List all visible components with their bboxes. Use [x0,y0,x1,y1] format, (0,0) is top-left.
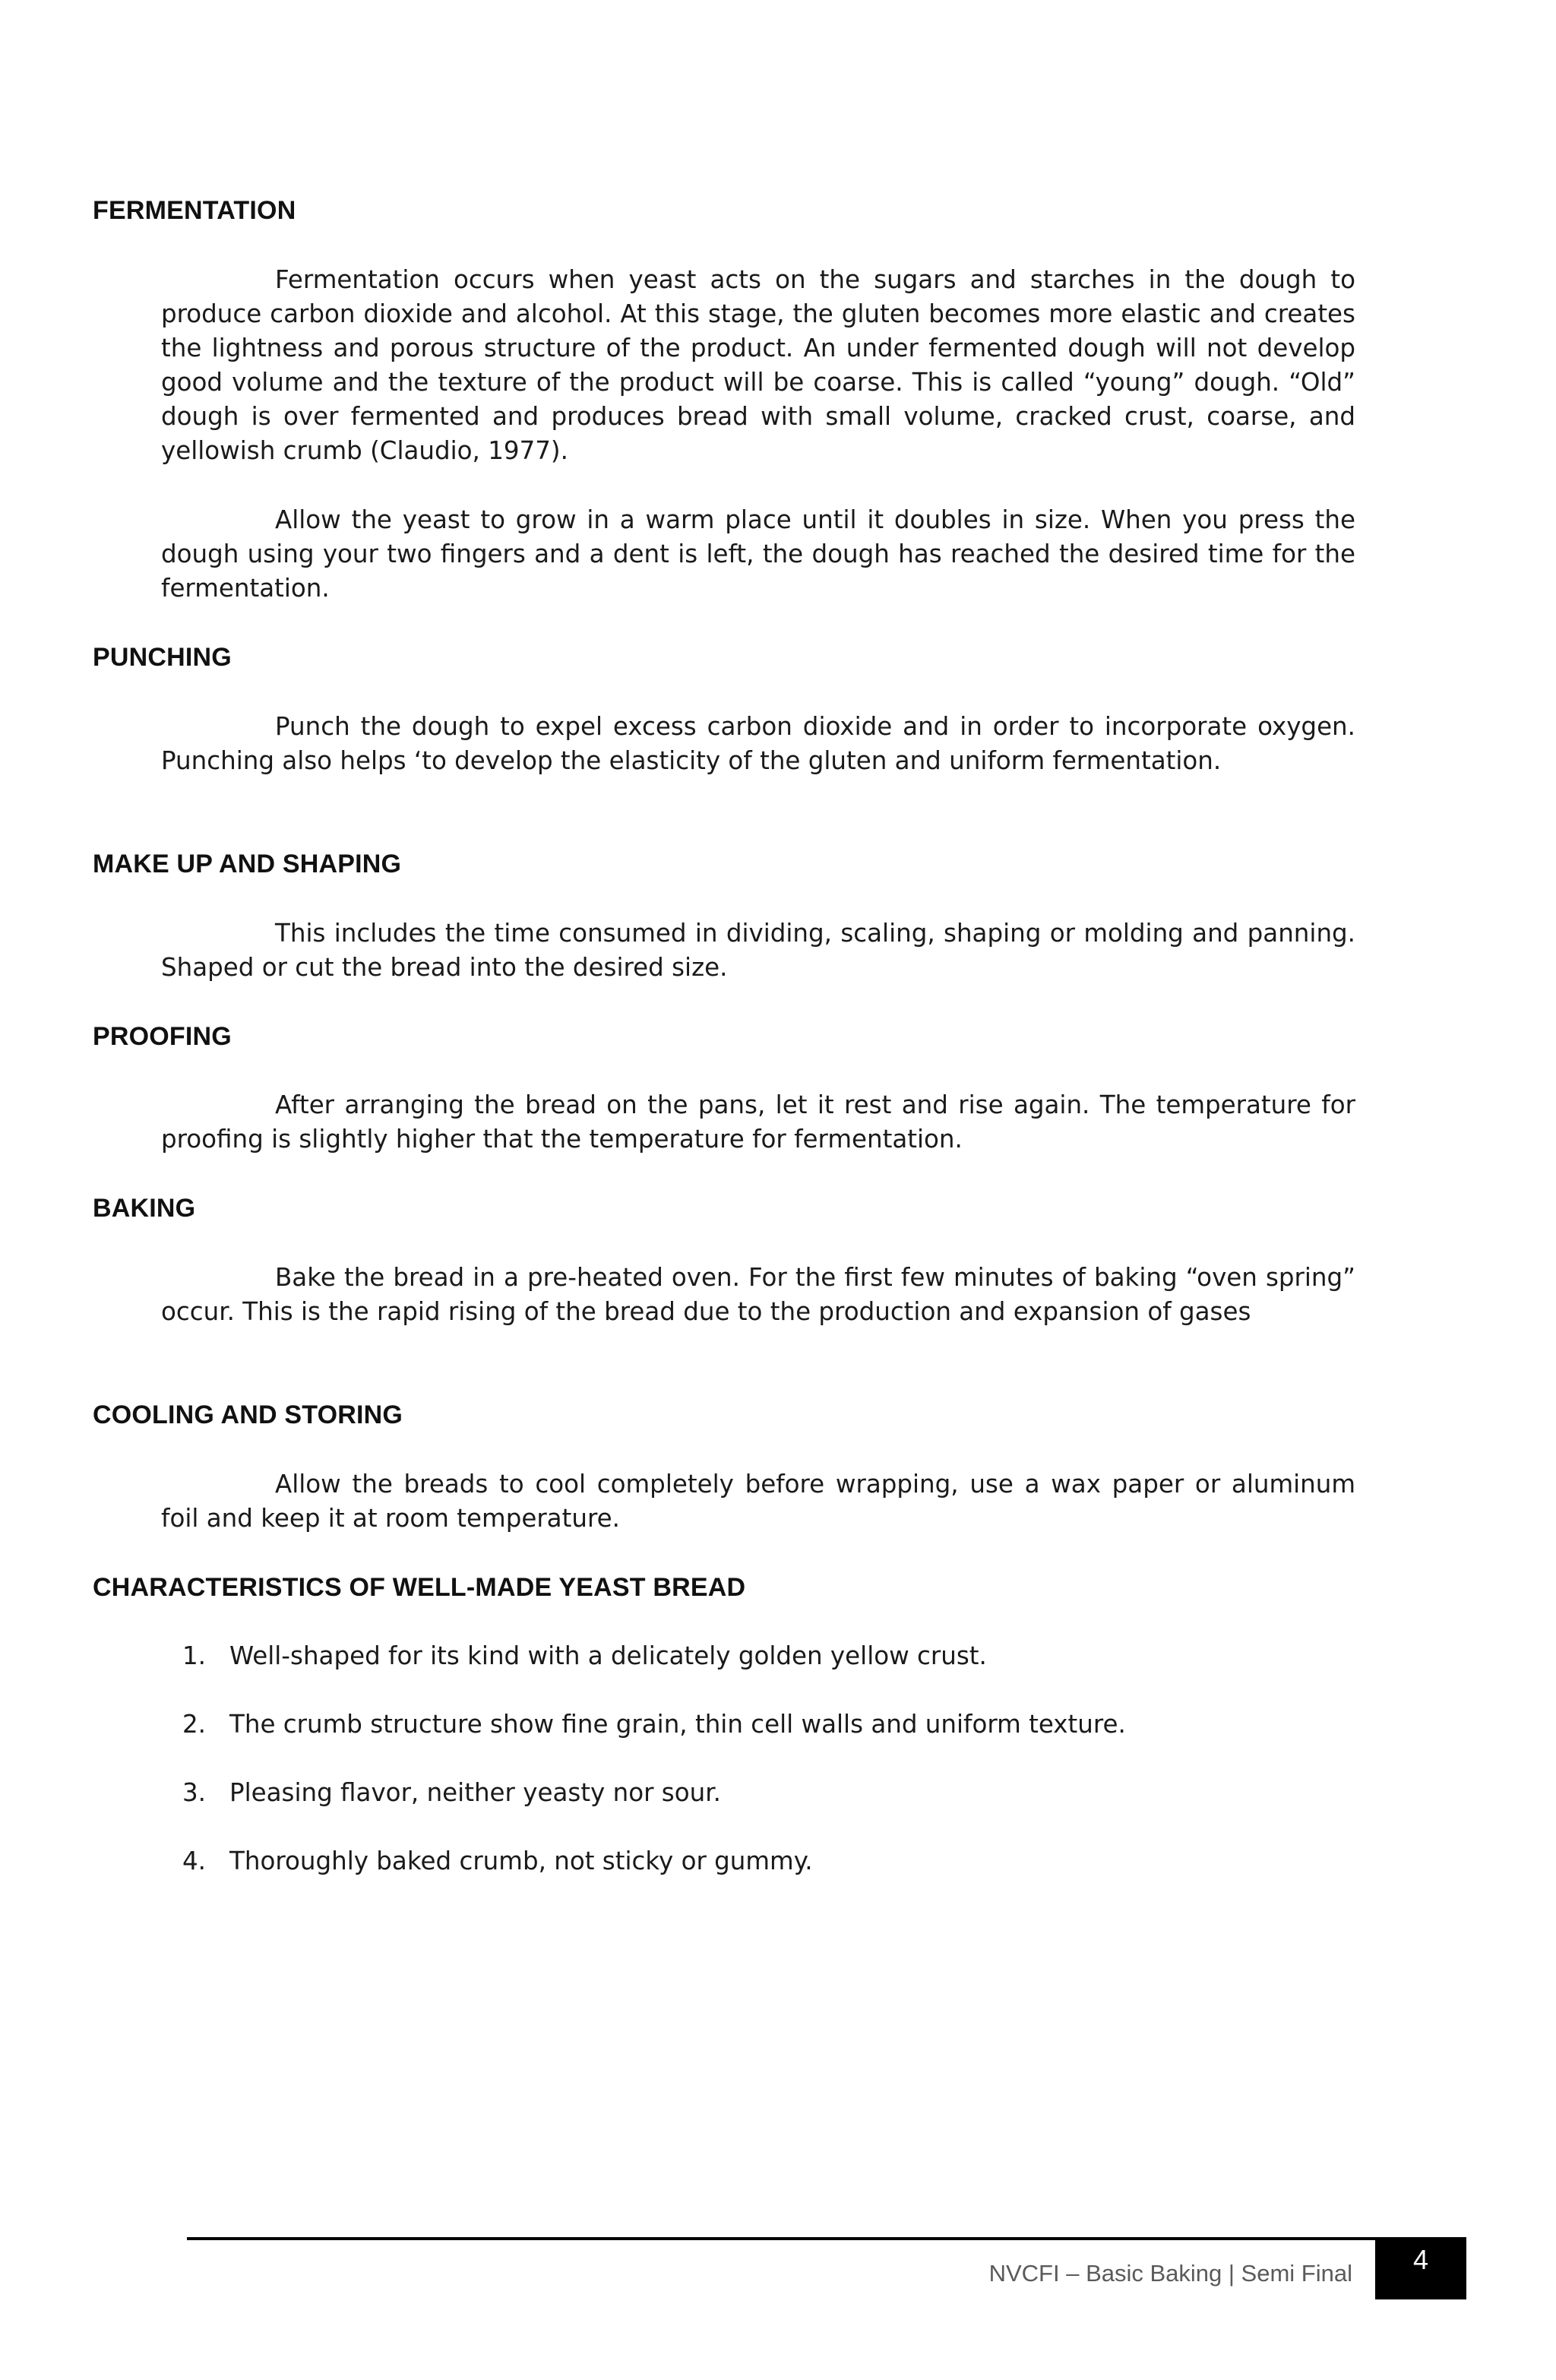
paragraph-make-up-and-shaping: This includes the time consumed in dividing, scaling, shaping or molding and panning. Shaped or cut the bread into the desired size. [161,919,1355,982]
page-number: 4 [1412,2244,1429,2275]
paragraph-fermentation-1: Fermentation occurs when yeast acts on the sugars and starches in the dough to produce carbon dioxide and alcohol. At this stage, the gluten becomes more elastic and creates the lightness and porous structure of the product. An under fermented dough will not develop good volume and the texture of the product will be coarse. This is called “young” dough. “Old” dough is over fermented and produces bread with small volume, cracked crust, coarse, and yellowish crumb (Claudio, 1977). [161,265,1355,465]
list-item-text: The crumb structure show fine grain, thin cell walls and uniform texture. [229,1710,1126,1739]
footer-title: NVCFI – Basic Baking | Semi Final [988,2260,1352,2287]
section-heading-make-up-and-shaping: MAKE UP AND SHAPING [93,850,402,878]
list-item-number: 2. [182,1710,207,1739]
characteristics-list [176,1639,1126,1913]
section-heading-characteristics: CHARACTERISTICS OF WELL-MADE YEAST BREAD [93,1573,746,1602]
paragraph-punching: Punch the dough to expel excess carbon dioxide and in order to incorporate oxygen. Punching also helps ‘to develop the elasticity of the gluten and uniform fermentation. [161,712,1355,775]
list-item-number: 1. [182,1641,207,1670]
paragraph-baking: Bake the bread in a pre-heated oven. For the first few minutes of baking “oven spring” occur. This is the rapid rising of the bread due to the production and expansion of gases [161,1263,1355,1326]
paragraph-proofing: After arranging the bread on the pans, let it rest and rise again. The temperature for proofing is slightly higher that the temperature for fermentation. [161,1090,1355,1154]
section-heading-fermentation: FERMENTATION [93,196,296,225]
list-item-text: Well-shaped for its kind with a delicately golden yellow crust. [229,1641,987,1670]
list-item-number: 3. [182,1778,207,1807]
footer-divider [187,2237,1380,2240]
paragraph-cooling-and-storing: Allow the breads to cool completely before wrapping, use a wax paper or aluminum foil and keep it at room temperature. [161,1470,1355,1533]
list-item-number: 4. [182,1847,207,1875]
section-heading-cooling-and-storing: COOLING AND STORING [93,1400,403,1429]
section-heading-proofing: PROOFING [93,1022,232,1051]
list-item [176,1776,1126,1844]
list-item [176,1844,1126,1913]
list-item [176,1707,1126,1776]
section-heading-baking: BAKING [93,1194,196,1223]
paragraph-fermentation-2: Allow the yeast to grow in a warm place until it doubles in size. When you press the dough using your two fingers and a dent is left, the dough has reached the desired time for the fermentation. [161,505,1355,603]
list-item-text: Thoroughly baked crumb, not sticky or gummy. [229,1847,813,1875]
list-item-text: Pleasing flavor, neither yeasty nor sour. [229,1778,721,1807]
list-item [176,1639,1126,1707]
section-heading-punching: PUNCHING [93,643,232,672]
page-number-box [1375,2237,1466,2299]
